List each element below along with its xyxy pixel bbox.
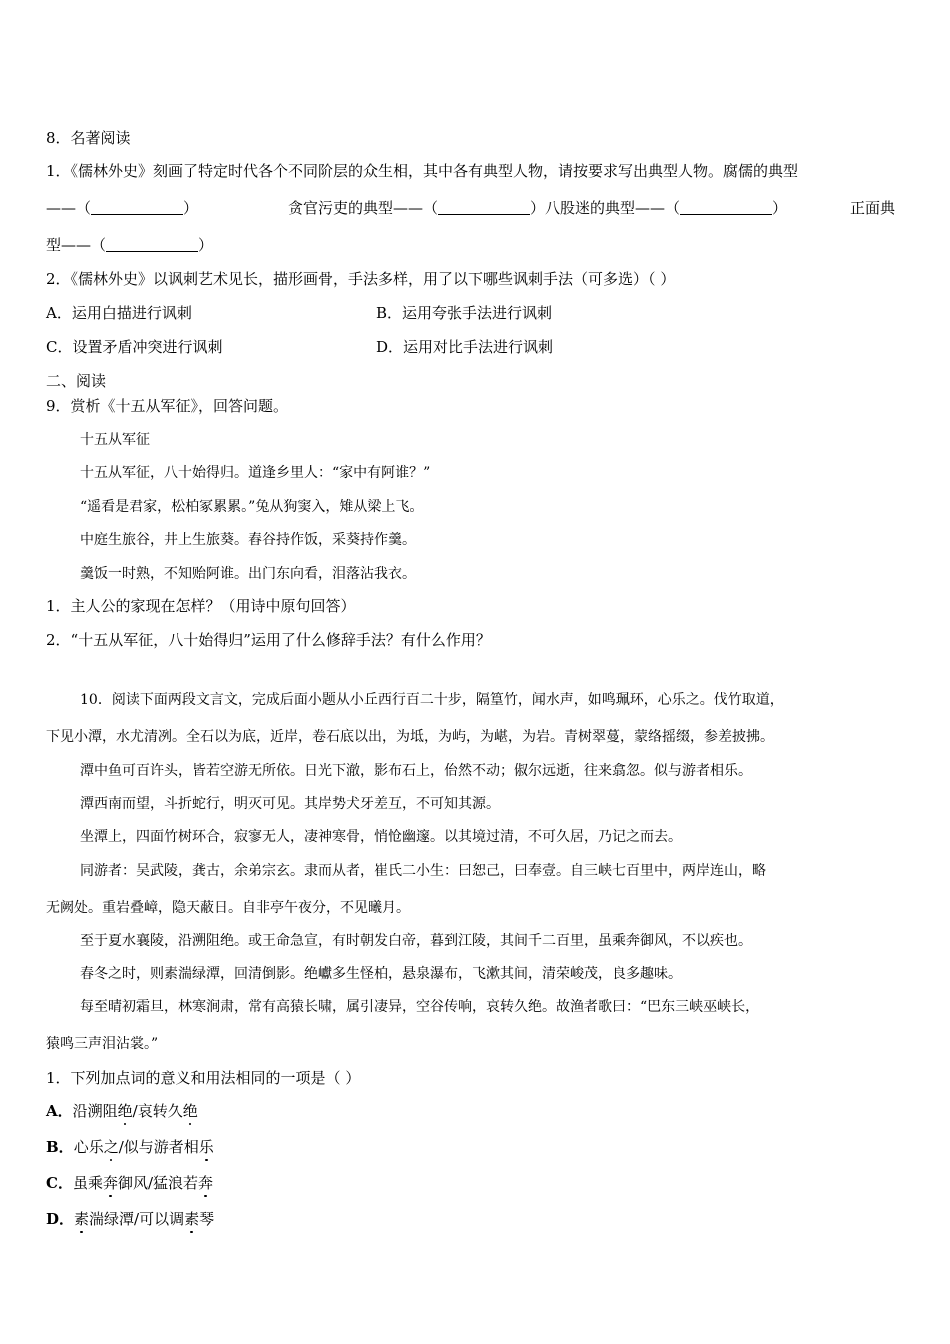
q10-option-d[interactable] bbox=[46, 1209, 214, 1229]
answer-blank-1[interactable] bbox=[91, 200, 183, 215]
option-text: 湍绿潭/可以调 bbox=[89, 1210, 185, 1228]
option-label: C． bbox=[46, 1174, 73, 1192]
passage-line: 潭中鱼可百许头，皆若空游无所依。日光下澈，影布石上，佁然不动；俶尔远逝，往来翕忽。似与游者相乐。 bbox=[80, 763, 752, 779]
section-heading: 二、阅读 bbox=[46, 372, 107, 390]
answer-blank-4[interactable] bbox=[106, 237, 198, 252]
passage-line: 潭西南而望，斗折蛇行，明灭可见。其岸势犬牙差互，不可知其源。 bbox=[80, 796, 500, 812]
option-text: 心乐 bbox=[73, 1138, 104, 1156]
poem-line: “遥看是君家，松柏冢累累。”兔从狗窦入，雉从梁上飞。 bbox=[80, 499, 424, 515]
q8-prompt-e: 型——（ bbox=[46, 236, 107, 254]
option-c[interactable]: C．设置矛盾冲突进行讽刺 bbox=[46, 338, 223, 356]
q10-sub1: 1．下列加点词的意义和用法相同的一项是（ ） bbox=[46, 1069, 361, 1087]
option-text: 御风/猛浪若 bbox=[117, 1174, 199, 1192]
answer-blank-3[interactable] bbox=[680, 200, 772, 215]
option-d[interactable]: D．运用对比手法进行讽刺 bbox=[376, 338, 554, 356]
q10-option-b[interactable] bbox=[46, 1137, 214, 1157]
question-9-title: 9．赏析《十五从军征》，回答问题。 bbox=[46, 397, 289, 415]
passage-line: 10．阅读下面两段文言文，完成后面小题从小丘西行百二十步，隔篁竹，闻水声，如鸣珮环，心乐之。伐竹取道， bbox=[80, 692, 784, 708]
q8-options-row2 bbox=[46, 337, 906, 357]
passage-line: 坐潭上，四面竹树环合，寂寥无人，凄神寒骨，悄怆幽邃。以其境过清，不可久居，乃记之而去。 bbox=[80, 829, 682, 845]
q8-prompt-c: ）八股迷的典型——（ bbox=[530, 199, 681, 217]
passage-line: 至于夏水襄陵，沿溯阻绝。或王命急宣，有时朝发白帝，暮到江陵，其间千二百里，虽乘奔御风，不以疾也。 bbox=[80, 933, 752, 949]
q10-option-a[interactable] bbox=[46, 1101, 198, 1121]
emphasis-char: 乐 bbox=[198, 1138, 214, 1156]
q8-sub1-line3 bbox=[46, 235, 213, 255]
emphasis-char: 绝 bbox=[117, 1102, 133, 1120]
q9-sub2: 2．“十五从军征，八十始得归”运用了什么修辞手法？有什么作用？ bbox=[46, 631, 491, 649]
poem-line: 十五从军征，八十始得归。道逢乡里人：“家中有阿谁？” bbox=[80, 465, 431, 481]
passage-line: 下见小潭，水尤清冽。全石以为底，近岸，卷石底以出，为坻，为屿，为嵁，为岩。青树翠蔓，蒙络摇缀，参差披拂。 bbox=[46, 729, 774, 745]
question-8-title: 8．名著阅读 bbox=[46, 129, 131, 147]
emphasis-char: 素 bbox=[74, 1210, 90, 1228]
option-label: D． bbox=[46, 1210, 75, 1228]
emphasis-char: 之 bbox=[103, 1138, 119, 1156]
option-text: 琴 bbox=[199, 1210, 215, 1228]
emphasis-char: 素 bbox=[184, 1210, 200, 1228]
passage-line: 每至晴初霜旦，林寒涧肃，常有高猿长啸，属引凄异，空谷传响，哀转久绝。故渔者歌曰：“巴东三峡巫峡长， bbox=[80, 999, 760, 1015]
passage-line: 同游者：吴武陵，龚古，余弟宗玄。隶而从者，崔氏二小生：曰恕己，曰奉壹。自三峡七百里中，两岸连山，略 bbox=[80, 863, 766, 879]
q10-option-c[interactable] bbox=[46, 1173, 213, 1193]
passage-line: 猿鸣三声泪沾裳。” bbox=[46, 1036, 159, 1052]
q8-options-row1 bbox=[46, 303, 906, 323]
passage-line: 无阙处。重岩叠嶂，隐天蔽日。自非亭午夜分，不见曦月。 bbox=[46, 900, 410, 916]
option-text: /哀转久 bbox=[132, 1102, 183, 1120]
q8-sub1-line1: 1．《儒林外史》刻画了特定时代各个不同阶层的众生相，其中各有典型人物，请按要求写出典型人物。腐儒的典型 bbox=[46, 162, 799, 180]
q9-sub1: 1．主人公的家现在怎样？（用诗中原句回答） bbox=[46, 597, 356, 615]
emphasis-char: 奔 bbox=[102, 1174, 118, 1192]
option-text: 沿溯阻 bbox=[72, 1102, 118, 1120]
q8-sub1-line2 bbox=[46, 198, 198, 218]
passage-line: 春冬之时，则素湍绿潭，回清倒影。绝巘多生怪柏，悬泉瀑布，飞漱其间，清荣峻茂，良多趣味。 bbox=[80, 966, 682, 982]
option-label: B． bbox=[46, 1138, 74, 1156]
poem-title: 十五从军征 bbox=[80, 432, 150, 448]
q8-prompt-b: 贪官污吏的典型——（ bbox=[288, 199, 439, 217]
q8-close-c: ） bbox=[772, 199, 788, 217]
emphasis-char: 绝 bbox=[182, 1102, 198, 1120]
q8-close-a: ） bbox=[183, 199, 199, 217]
q8-sub2: 2．《儒林外史》以讽刺艺术见长，描形画骨，手法多样，用了以下哪些讽刺手法（可多选）（ ） bbox=[46, 270, 676, 288]
q8-prompt-a: ——（ bbox=[46, 199, 92, 217]
q8-close-e: ） bbox=[198, 236, 214, 254]
poem-line: 羹饭一时熟，不知贻阿谁。出门东向看，泪落沾我衣。 bbox=[80, 566, 416, 582]
emphasis-char: 奔 bbox=[198, 1174, 214, 1192]
option-text: 虽乘 bbox=[72, 1174, 103, 1192]
option-b[interactable]: B．运用夸张手法进行讽刺 bbox=[376, 304, 553, 322]
option-a[interactable]: A．运用白描进行讽刺 bbox=[46, 304, 192, 322]
poem-line: 中庭生旅谷，井上生旅葵。舂谷持作饭，采葵持作羹。 bbox=[80, 532, 416, 548]
q8-sub1-line2b bbox=[288, 198, 787, 218]
option-text: /似与游者相 bbox=[118, 1138, 199, 1156]
option-label: A． bbox=[46, 1102, 73, 1120]
q8-prompt-d: 正面典 bbox=[850, 199, 896, 217]
answer-blank-2[interactable] bbox=[438, 200, 530, 215]
